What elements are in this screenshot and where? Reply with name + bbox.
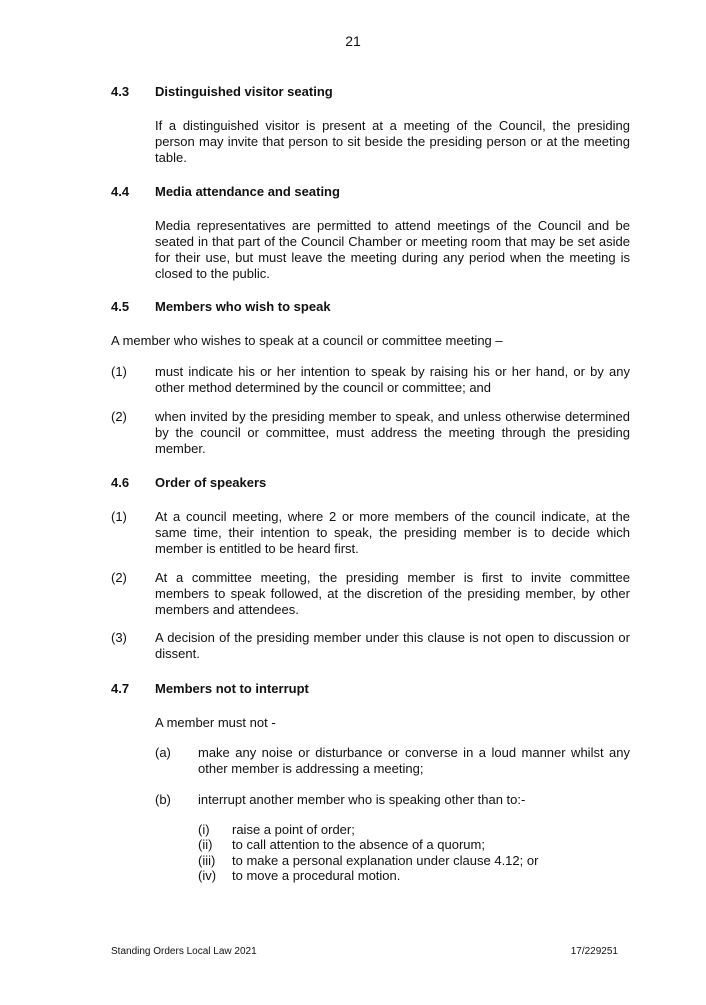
sub-item-text: raise a point of order; (232, 822, 355, 837)
section-4-4-number: 4.4 (111, 184, 130, 199)
list-item-number: (1) (111, 364, 127, 379)
list-item-text: A decision of the presiding member under this clause is not open to discussion or dissent. (155, 630, 630, 661)
footer-reference-number: 17/229251 (570, 946, 618, 957)
list-item-number: (1) (111, 509, 127, 524)
list-item-text: make any noise or disturbance or converse in a loud manner whilst any other member is addressing a meeting; (198, 745, 630, 776)
sub-item-numeral: (iii) (198, 853, 216, 868)
page-number: 21 (345, 33, 361, 49)
sub-item-numeral: (ii) (198, 837, 213, 852)
list-item-number: (2) (111, 409, 127, 424)
list-item-number: (3) (111, 630, 127, 645)
list-item-text: At a committee meeting, the presiding member is first to invite committee members to speak followed, at the discretion of the presiding member, by other members and attendees. (155, 570, 630, 617)
section-4-5-heading: Members who wish to speak (155, 299, 331, 314)
section-4-5-intro: A member who wishes to speak at a council or committee meeting – (111, 333, 503, 348)
list-item-text: At a council meeting, where 2 or more members of the council indicate, at the same time, their intention to speak, the presiding member is to decide which member is entitled to be heard first. (155, 509, 630, 556)
list-item-text: interrupt another member who is speaking other than to:- (198, 792, 526, 807)
section-4-7-intro: A member must not - (155, 715, 276, 730)
footer-document-title: Standing Orders Local Law 2021 (111, 946, 257, 957)
sub-item-numeral: (iv) (198, 868, 217, 883)
section-4-7-heading: Members not to interrupt (155, 681, 309, 696)
sub-item-text: to call attention to the absence of a quorum; (232, 837, 485, 852)
sub-item-text: to make a personal explanation under clause 4.12; or (232, 853, 539, 868)
section-4-3-heading: Distinguished visitor seating (155, 84, 333, 99)
section-4-6-number: 4.6 (111, 475, 130, 490)
section-4-7-number: 4.7 (111, 681, 130, 696)
sub-item-text: to move a procedural motion. (232, 868, 401, 883)
section-4-4-heading: Media attendance and seating (155, 184, 340, 199)
sub-item-numeral: (i) (198, 822, 210, 837)
list-item-letter: (a) (155, 745, 171, 760)
list-item-text: must indicate his or her intention to speak by raising his or her hand, or by any other method determined by the council or committee; and (155, 364, 630, 395)
list-item-text: when invited by the presiding member to speak, and unless otherwise determined by the council or committee, must address the meeting through the presiding member. (155, 409, 630, 456)
section-4-3-number: 4.3 (111, 84, 130, 99)
section-4-6-heading: Order of speakers (155, 475, 267, 490)
section-4-4-text: Media representatives are permitted to attend meetings of the Council and be seated in that part of the Council Chamber or meeting room that may be set aside for their use, but must leave the meeting during any period when the meeting is closed to the public. (155, 218, 630, 281)
list-item-letter: (b) (155, 792, 171, 807)
list-item-number: (2) (111, 570, 127, 585)
section-4-3-text: If a distinguished visitor is present at a meeting of the Council, the presiding person may invite that person to sit beside the presiding person or at the meeting table. (155, 118, 630, 165)
section-4-5-number: 4.5 (111, 299, 130, 314)
